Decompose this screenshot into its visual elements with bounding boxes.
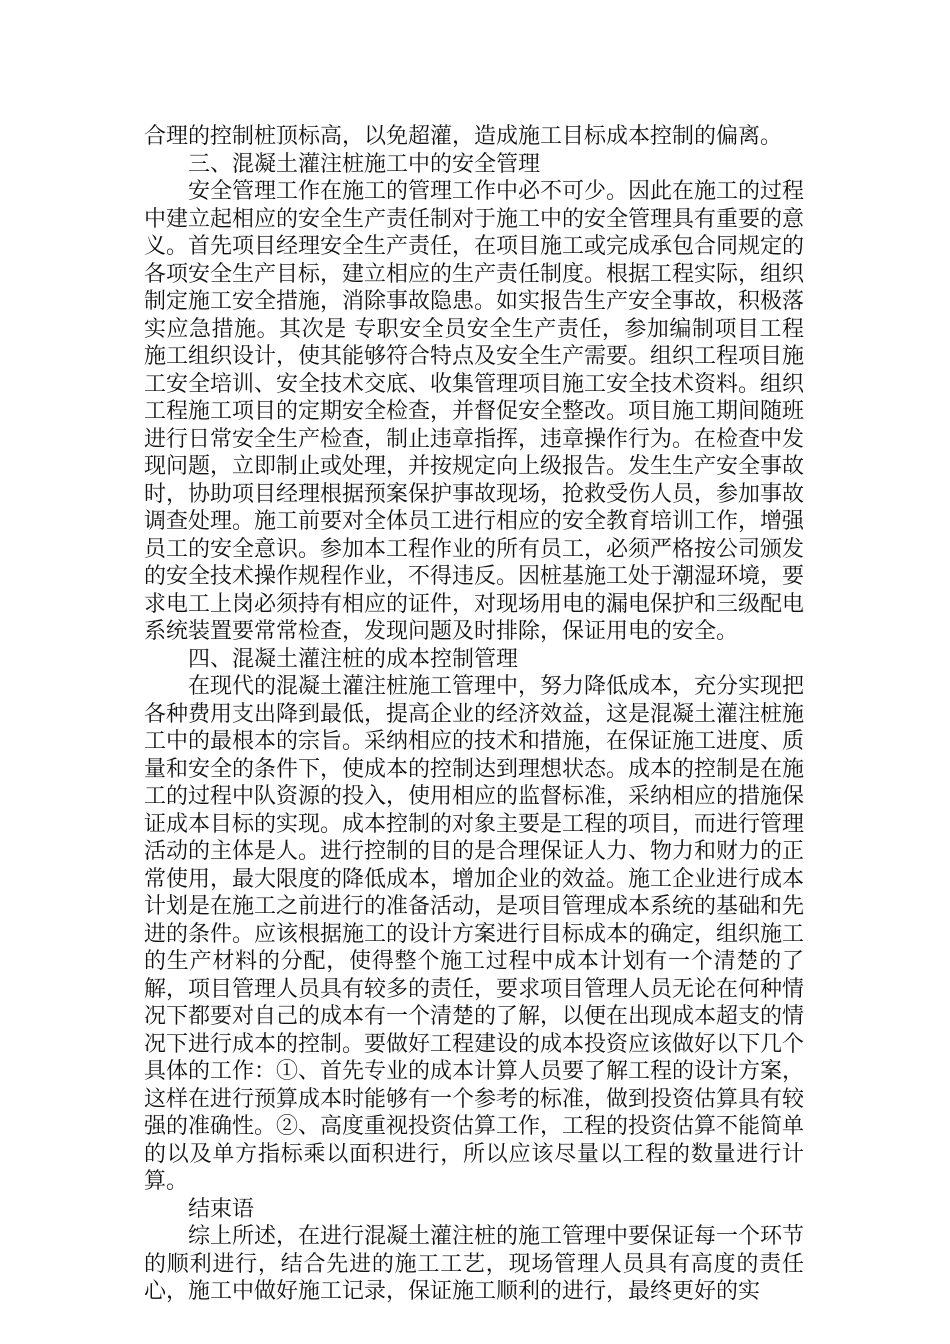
paragraph-cost-control: 在现代的混凝土灌注桩施工管理中，努力降低成本，充分实现把各种费用支出降到最低，提高企业的经济效益，这是混凝土灌注桩施工中的最根本的宗旨。采纳相应的技术和措施，在保证施工进度、质量和安全的条件下，使成本的控制达到理想状态。成本的控制是在施工的过程中队资源的投入，使用相应的监督标准，采纳相应的措施保证成本目标的实现。成本控制的对象主要是工程的项目，而进行管理活动的主体是人。进行控制的目的是合理保证人力、物力和财力的正常使用，最大限度的降低成本，增加企业的效益。施工企业进行成本计划是在施工之前进行的准备活动，是项目管理成本系统的基础和先进的条件。应该根据施工的设计方案进行目标成本的确定，组织施工的生产材料的分配，使得整个施工过程中成本计划有一个清楚的了解，项目管理人员具有较多的责任，要求项目管理人员无论在何种情况下都要对自己的成本有一个清楚的了解，以便在出现成本超支的情况下进行成本的控制。要做好工程建设的成本投资应该做好以下几个具体的工作：①、首先专业的成本计算人员要了解工程的设计方案，这样在进行预算成本时能够有一个参考的标准，做到投资估算具有较强的准确性。②、高度重视投资估算工作，工程的投资估算不能简单的以及单方指标乘以面积进行，所以应该尽量以工程的数量进行计算。 <box>144 674 805 1194</box>
document-body <box>144 123 804 1306</box>
paragraph-safety-management: 安全管理工作在施工的管理工作中必不可少。因此在施工的过程中建立起相应的安全生产责任制对于施工中的安全管理具有重要的意义。首先项目经理安全生产责任，在项目施工或完成承包合同规定的各项安全生产目标，建立相应的生产责任制度。根据工程实际，组织制定施工安全措施，消除事故隐患。如实报告生产安全事故，积极落实应急措施。其次是 专职安全员安全生产责任，参加编制项目工程施工组织设计，使其能够符合特点及安全生产需要。组织工程项目施工安全培训、安全技术交底、收集管理项目施工安全技术资料。组织工程施工项目的定期安全检查，并督促安全整改。项目施工期间随班进行日常安全生产检查，制止违章指挥，违章操作行为。在检查中发现问题，立即制止或处理，并按规定向上级报告。发生生产安全事故时，协助项目经理根据预案保护事故现场，抢救受伤人员，参加事故调查处理。施工前要对全体员工进行相应的安全教育培训工作，增强员工的安全意识。参加本工程作业的所有员工，必须严格按公司颁发的安全技术操作规程作业，不得违反。因桩基施工处于潮湿环境，要求电工上岗必须持有相应的证件，对现场用电的漏电保护和三级配电系统装置要常常检查，发现问题及时排除，保证用电的安全。 <box>144 179 805 644</box>
section-heading-safety: 三、混凝土灌注桩施工中的安全管理 <box>188 151 541 177</box>
paragraph-conclusion: 综上所述，在进行混凝土灌注桩的施工管理中要保证每一个环节的顺利进行，结合先进的施工工艺，现场管理人员具有高度的责任心，施工中做好施工记录，保证施工顺利的进行，最终更好的实 <box>144 1224 805 1304</box>
section-heading-cost-control: 四、混凝土灌注桩的成本控制管理 <box>188 646 519 672</box>
paragraph-continuation: 合理的控制桩顶标高，以免超灌，造成施工目标成本控制的偏离。 <box>144 124 783 149</box>
section-heading-conclusion: 结束语 <box>188 1196 255 1222</box>
